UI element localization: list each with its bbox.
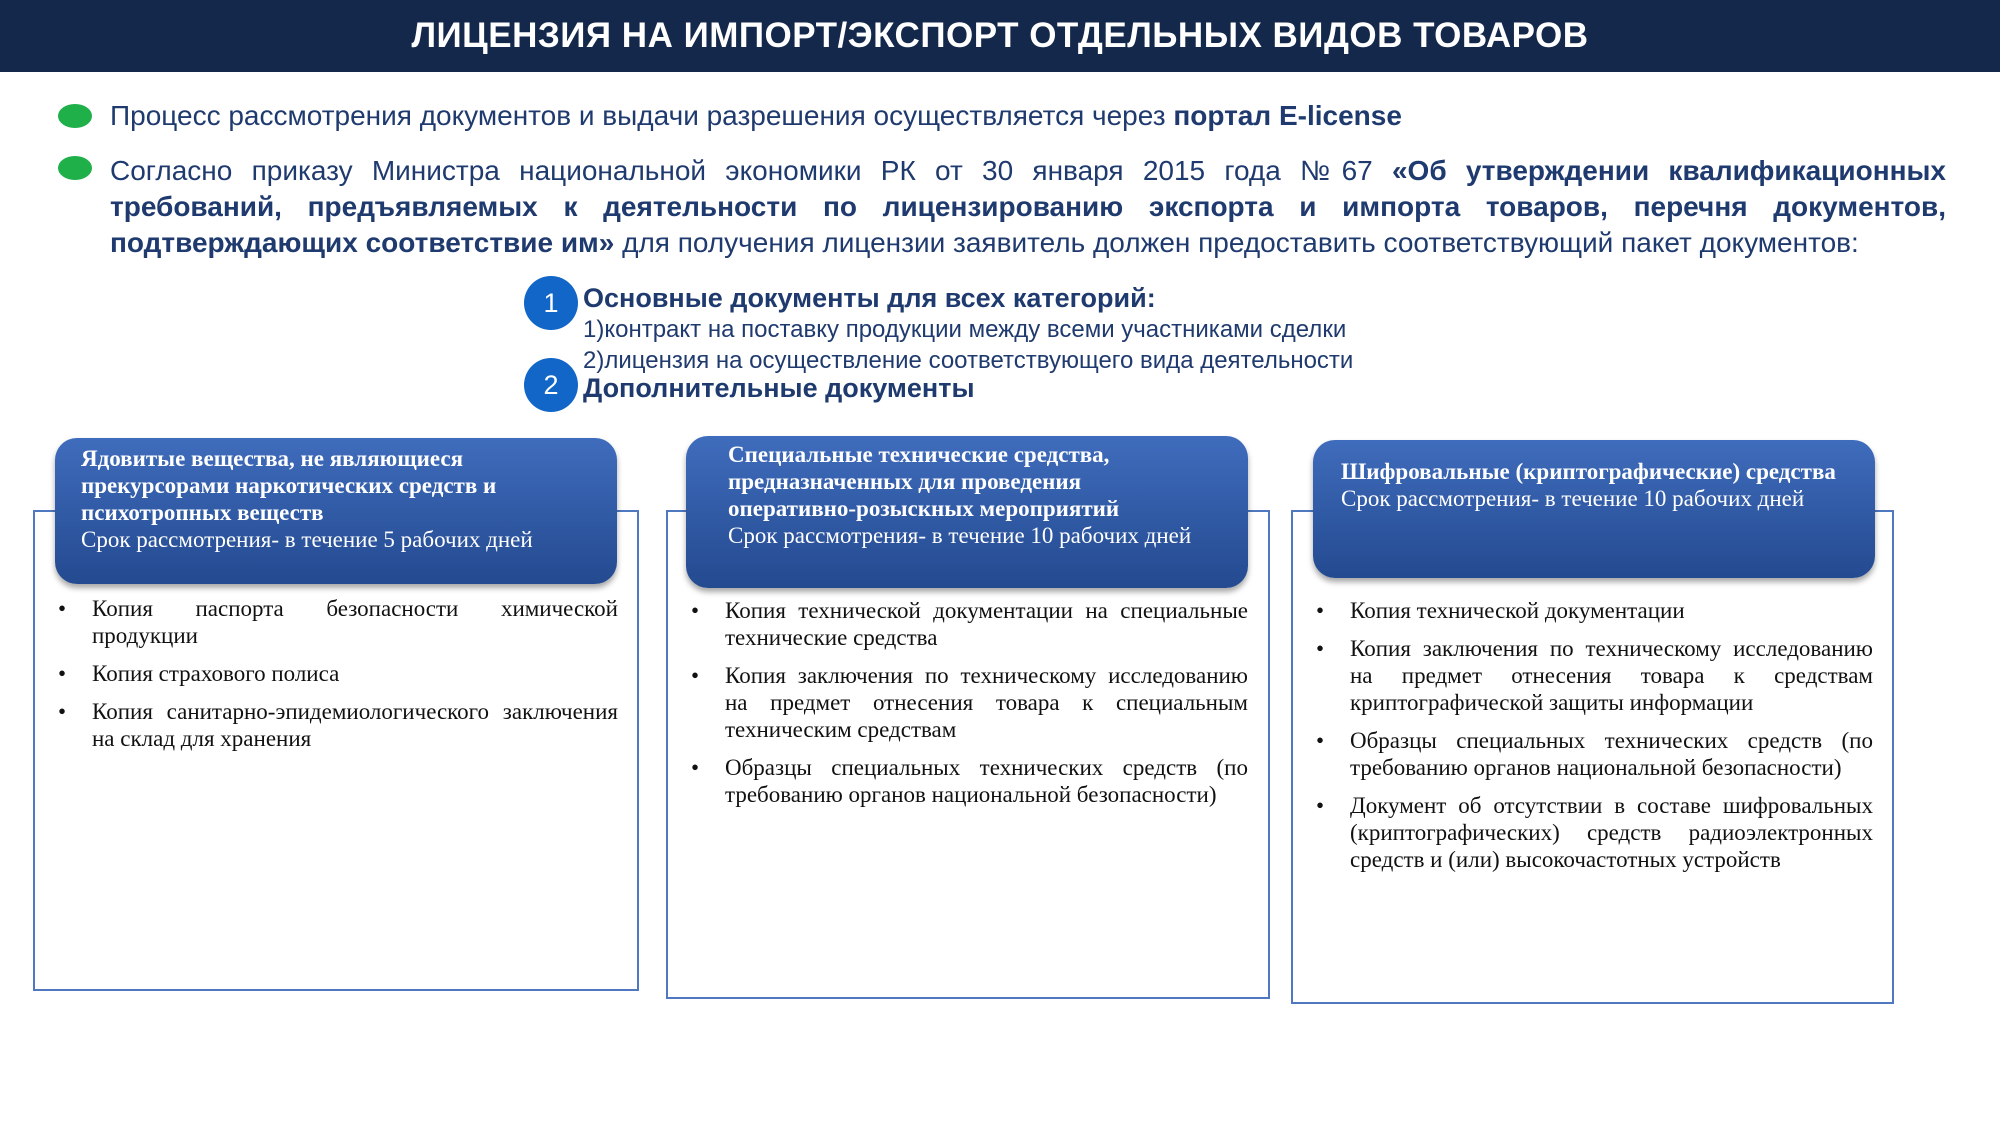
category-title: Специальные технические средства, предназначенных для проведения оперативно-розыскных мероприятий — [728, 442, 1120, 521]
list-item: • Копия заключения по техническому исследованию на предмет отнесения товара к средствам криптографической защиты информации — [1313, 635, 1873, 716]
step-main-documents — [583, 283, 1353, 376]
step-2-heading-text: Дополнительные документы — [583, 373, 975, 403]
document-list-poisons — [55, 595, 618, 763]
step-2-heading — [583, 373, 975, 404]
list-item: • Копия страхового полиса — [55, 660, 618, 687]
step-1-heading: Основные документы для всех категорий: — [583, 283, 1156, 313]
review-term: Срок рассмотрения- в течение 10 рабочих дней — [728, 523, 1192, 548]
bullet-dot-icon — [58, 156, 92, 180]
intro-p2-order-title: «Об утверждении квалификационных требований, предъявляемых к деятельности по лицензированию экспорта и импорта товаров, перечня документов, подтверждающих соответствие им» — [110, 155, 1946, 258]
intro-paragraph-1 — [110, 98, 1946, 134]
intro-paragraph-2 — [110, 153, 1946, 261]
intro-p1-text: Процесс рассмотрения документов и выдачи разрешения осуществляется через — [110, 100, 1174, 131]
category-header-special-tech — [686, 436, 1248, 588]
list-item: • Копия санитарно-эпидемиологического заключения на склад для хранения — [55, 698, 618, 752]
list-item: • Копия паспорта безопасности химической продукции — [55, 595, 618, 649]
document-list-special-tech — [688, 597, 1248, 819]
review-term: Срок рассмотрения- в течение 5 рабочих дней — [81, 527, 533, 552]
intro-p2-text: Согласно приказу Министра национальной экономики РК от 30 января 2015 года №67 — [110, 155, 1392, 186]
category-header-crypto — [1313, 440, 1875, 578]
list-item: • Копия технической документации на специальные технические средства — [688, 597, 1248, 651]
intro-p1-portal: портал E-license — [1173, 100, 1402, 131]
list-item: • Образцы специальных технических средств (по требованию органов национальной безопасности) — [688, 754, 1248, 808]
bullet-dot-icon — [58, 104, 92, 128]
review-term: Срок рассмотрения- в течение 10 рабочих дней — [1341, 486, 1805, 511]
step-number-2: 2 — [524, 358, 578, 412]
step-1-item: 2)лицензия на осуществление соответствующего вида деятельности — [583, 347, 1354, 374]
category-title: Шифровальные (криптографические) средства — [1341, 459, 1836, 484]
intro-p2-tail: для получения лицензии заявитель должен предоставить соответствующий пакет документов: — [614, 227, 1859, 258]
step-number-1: 1 — [524, 276, 578, 330]
list-item: • Копия заключения по техническому исследованию на предмет отнесения товара к специальным техническим средствам — [688, 662, 1248, 743]
list-item: • Образцы специальных технических средств (по требованию органов национальной безопасности) — [1313, 727, 1873, 781]
list-item: • Документ об отсутствии в составе шифровальных (криптографических) средств радиоэлектронных средств и (или) высокочастотных устройств — [1313, 792, 1873, 873]
category-header-poisons — [55, 438, 617, 584]
category-title: Ядовитые вещества, не являющиеся прекурсорами наркотических средств и психотропных веществ — [81, 446, 497, 525]
page-title: ЛИЦЕНЗИЯ НА ИМПОРТ/ЭКСПОРТ ОТДЕЛЬНЫХ ВИДОВ ТОВАРОВ — [0, 0, 2000, 72]
step-1-item: 1)контракт на поставку продукции между всеми участниками сделки — [583, 316, 1347, 343]
document-list-crypto — [1313, 597, 1873, 884]
list-item: • Копия технической документации — [1313, 597, 1873, 624]
